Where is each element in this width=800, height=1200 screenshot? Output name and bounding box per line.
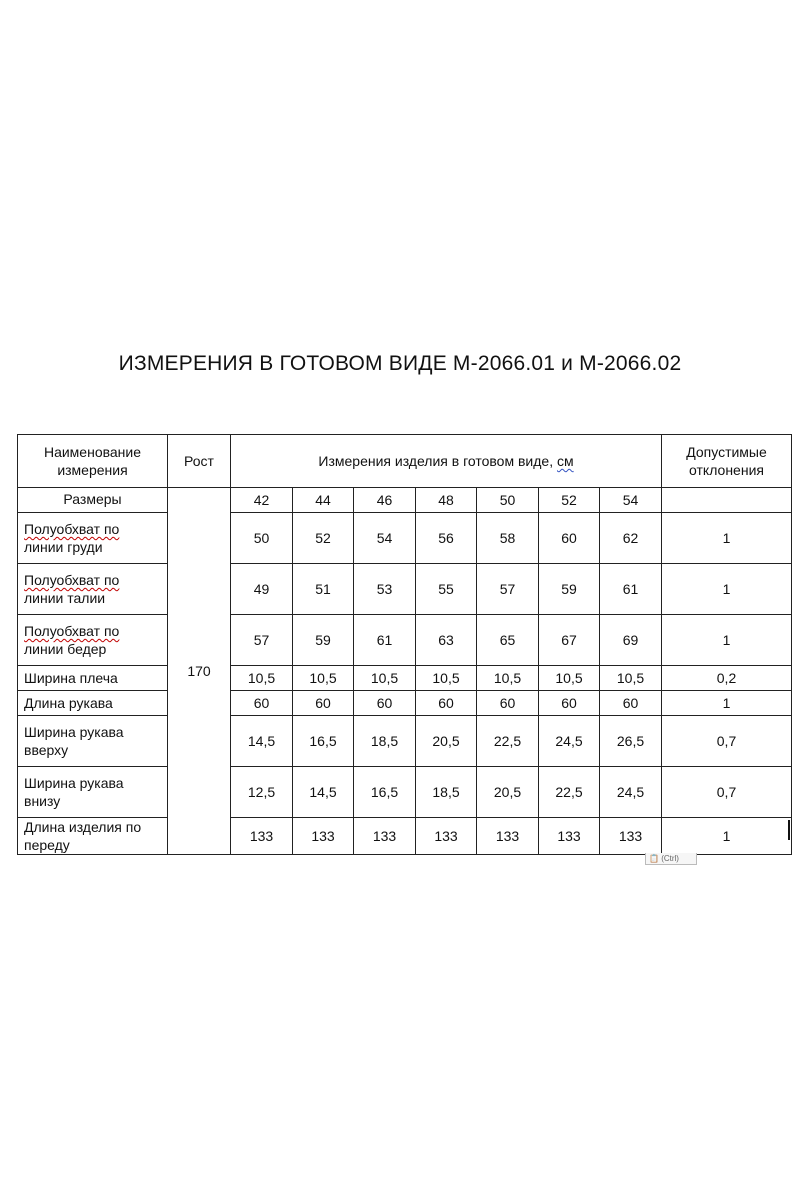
value-cell: 60 <box>539 513 600 564</box>
value-cell: 22,5 <box>477 716 539 767</box>
value-cell: 60 <box>293 691 354 716</box>
row-name: Полуобхват по линии бедер <box>18 615 168 666</box>
value-cell: 60 <box>539 691 600 716</box>
table-row <box>18 666 792 691</box>
value-cell: 59 <box>539 564 600 615</box>
value-cell: 60 <box>600 691 662 716</box>
value-cell: 60 <box>231 691 293 716</box>
value-cell: 10,5 <box>354 666 416 691</box>
tolerance-cell: 0,7 <box>662 716 792 767</box>
value-cell: 14,5 <box>231 716 293 767</box>
header-measurements-text: Измерения изделия в готовом виде, <box>318 453 554 469</box>
row-name: Полуобхват по линии груди <box>18 513 168 564</box>
value-cell: 65 <box>477 615 539 666</box>
tolerance-cell: 1 <box>662 818 792 855</box>
value-cell: 133 <box>477 818 539 855</box>
value-cell: 53 <box>354 564 416 615</box>
clipboard-icon: 📋 <box>649 854 659 863</box>
value-cell: 18,5 <box>354 716 416 767</box>
size-cell: 42 <box>231 488 293 513</box>
paste-options-button[interactable] <box>645 853 697 865</box>
size-cell: 48 <box>416 488 477 513</box>
value-cell: 14,5 <box>293 767 354 818</box>
tolerance-cell: 1 <box>662 513 792 564</box>
size-cell: 46 <box>354 488 416 513</box>
table-row <box>18 691 792 716</box>
value-cell: 133 <box>293 818 354 855</box>
value-cell: 63 <box>416 615 477 666</box>
value-cell: 57 <box>477 564 539 615</box>
row-name: Полуобхват по линии талии <box>18 564 168 615</box>
height-value: 170 <box>168 488 231 855</box>
value-cell: 133 <box>600 818 662 855</box>
value-cell: 57 <box>231 615 293 666</box>
value-cell: 22,5 <box>539 767 600 818</box>
value-cell: 18,5 <box>416 767 477 818</box>
row-name: Длина рукава <box>18 691 168 716</box>
value-cell: 24,5 <box>539 716 600 767</box>
tolerance-cell: 1 <box>662 615 792 666</box>
value-cell: 52 <box>293 513 354 564</box>
size-cell: 54 <box>600 488 662 513</box>
value-cell: 16,5 <box>293 716 354 767</box>
value-cell: 54 <box>354 513 416 564</box>
tolerance-cell: 1 <box>662 564 792 615</box>
value-cell: 51 <box>293 564 354 615</box>
value-cell: 61 <box>600 564 662 615</box>
sizes-row <box>18 488 792 513</box>
value-cell: 60 <box>416 691 477 716</box>
size-cell: 50 <box>477 488 539 513</box>
size-cell: 44 <box>293 488 354 513</box>
value-cell: 10,5 <box>477 666 539 691</box>
tolerance-cell: 0,2 <box>662 666 792 691</box>
value-cell: 16,5 <box>354 767 416 818</box>
header-measurements <box>231 435 662 488</box>
value-cell: 20,5 <box>416 716 477 767</box>
size-cell: 52 <box>539 488 600 513</box>
value-cell: 59 <box>293 615 354 666</box>
value-cell: 62 <box>600 513 662 564</box>
table-row <box>18 564 792 615</box>
value-cell: 24,5 <box>600 767 662 818</box>
value-cell: 55 <box>416 564 477 615</box>
value-cell: 10,5 <box>539 666 600 691</box>
value-cell: 10,5 <box>293 666 354 691</box>
value-cell: 133 <box>539 818 600 855</box>
tolerance-cell: 1 <box>662 691 792 716</box>
value-cell: 69 <box>600 615 662 666</box>
table-row <box>18 716 792 767</box>
tolerance-empty-cell <box>662 488 792 513</box>
sizes-label: Размеры <box>18 488 168 513</box>
table-row <box>18 818 792 855</box>
row-name: Ширина рукава вверху <box>18 716 168 767</box>
value-cell: 60 <box>477 691 539 716</box>
value-cell: 50 <box>231 513 293 564</box>
row-name: Ширина рукава внизу <box>18 767 168 818</box>
size-chart-table <box>17 434 792 855</box>
value-cell: 10,5 <box>600 666 662 691</box>
header-measurement-name: Наименование измерения <box>18 435 168 488</box>
value-cell: 56 <box>416 513 477 564</box>
header-measurements-unit: см <box>556 453 574 469</box>
value-cell: 10,5 <box>231 666 293 691</box>
table-row <box>18 513 792 564</box>
value-cell: 60 <box>354 691 416 716</box>
paste-options-label: (Ctrl) <box>661 854 679 863</box>
value-cell: 20,5 <box>477 767 539 818</box>
document-title: ИЗМЕРЕНИЯ В ГОТОВОМ ВИДЕ М-2066.01 и М-2066.02 <box>118 352 682 375</box>
row-name: Ширина плеча <box>18 666 168 691</box>
table-row <box>18 767 792 818</box>
header-height: Рост <box>168 435 231 488</box>
value-cell: 61 <box>354 615 416 666</box>
value-cell: 58 <box>477 513 539 564</box>
value-cell: 133 <box>416 818 477 855</box>
value-cell: 133 <box>231 818 293 855</box>
tolerance-cell: 0,7 <box>662 767 792 818</box>
value-cell: 67 <box>539 615 600 666</box>
value-cell: 133 <box>354 818 416 855</box>
header-tolerance: Допустимые отклонения <box>662 435 792 488</box>
row-name: Длина изделия по переду <box>18 818 168 855</box>
text-cursor <box>788 820 790 840</box>
value-cell: 49 <box>231 564 293 615</box>
value-cell: 12,5 <box>231 767 293 818</box>
table-row <box>18 615 792 666</box>
value-cell: 10,5 <box>416 666 477 691</box>
value-cell: 26,5 <box>600 716 662 767</box>
table-header-row <box>18 435 792 488</box>
